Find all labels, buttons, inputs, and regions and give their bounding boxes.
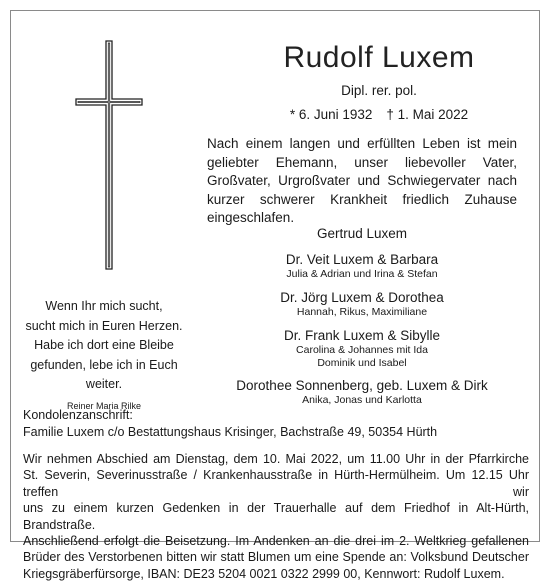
birth-date: * 6. Juni 1932 (289, 107, 373, 122)
funeral-information (23, 451, 529, 582)
family-member (207, 289, 517, 319)
poem (19, 297, 189, 413)
closing-line: Kriegsgräberfürsorge, IBAN: DE23 5204 0021 0322 2999 00, Kennwort: Rudolf Luxem. (23, 566, 505, 581)
obituary-notice (10, 10, 540, 581)
family-sub: Carolina & Johannes mit Ida (296, 344, 428, 356)
family-main: Dorothee Sonnenberg, geb. Luxem & Dirk (236, 378, 488, 393)
condolence-address-line: Familie Luxem c/o Bestattungshaus Krisinger, Bachstraße 49, 50354 Hürth (23, 425, 438, 439)
family-member (207, 251, 517, 281)
condolence-address (23, 407, 529, 441)
intro-text: Nach einem langen und erfüllten Leben ist mein geliebter Ehemann, unser liebevoller Vater, Großvater, Urgroßvater und Schwiegervater nach kurzer schwerer Krankheit friedlich Zuhause eingeschlafen. (207, 136, 517, 225)
poem-line: Habe ich dort eine Bleibe (34, 338, 174, 352)
poem-line: sucht mich in Euren Herzen. (25, 318, 183, 333)
family-main: Dr. Jörg Luxem & Dorothea (280, 290, 444, 305)
poem-line: Wenn Ihr mich sucht, (45, 299, 163, 313)
family-member (207, 377, 517, 407)
condolence-label: Kondolenzanschrift: (23, 408, 133, 422)
closing-line: St. Severin, Severinusstraße / Krankenhausstraße in Hürth-Hermülheim. Um 12.15 Uhr treffen wir (23, 468, 529, 499)
poem-author: Reiner Maria Rilke (66, 400, 142, 411)
closing-line: uns zu einem kurzen Gedenken in der Trauerhalle auf dem Friedhof in Alt-Hürth, Brandstraße. (23, 501, 529, 532)
family-main: Gertrud Luxem (316, 226, 408, 241)
family-sub: Anika, Jonas und Karlotta (302, 394, 422, 406)
cross-icon (11, 11, 211, 291)
family-sub: Hannah, Rikus, Maximiliane (296, 306, 428, 318)
family-main: Dr. Frank Luxem & Sibylle (283, 328, 441, 343)
poem-line: gefunden, lebe ich in Euch (30, 357, 178, 372)
closing-line: Brüder des Verstorbenen bitten wir statt Blumen um eine Spende an: Volksbund Deutscher (23, 550, 529, 565)
closing-line: Wir nehmen Abschied am Dienstag, dem 10. Mai 2022, um 11.00 Uhr in der Pfarrkirche (23, 452, 529, 466)
poem-line: weiter. (85, 377, 123, 391)
death-date: † 1. Mai 2022 (386, 107, 469, 122)
family-sub: Dominik und Isabel (317, 357, 407, 369)
family-sub: Julia & Adrian und Irina & Stefan (286, 268, 438, 280)
closing-line: Anschließend erfolgt die Beisetzung. Im Andenken an die drei im 2. Weltkrieg gefallenen (23, 534, 529, 549)
life-dates (241, 107, 517, 122)
deceased-name: Rudolf Luxem (283, 41, 475, 74)
family-member (207, 327, 517, 370)
academic-title: Dipl. rer. pol. (341, 83, 417, 98)
family-main: Dr. Veit Luxem & Barbara (285, 252, 439, 267)
family-member (207, 225, 517, 242)
